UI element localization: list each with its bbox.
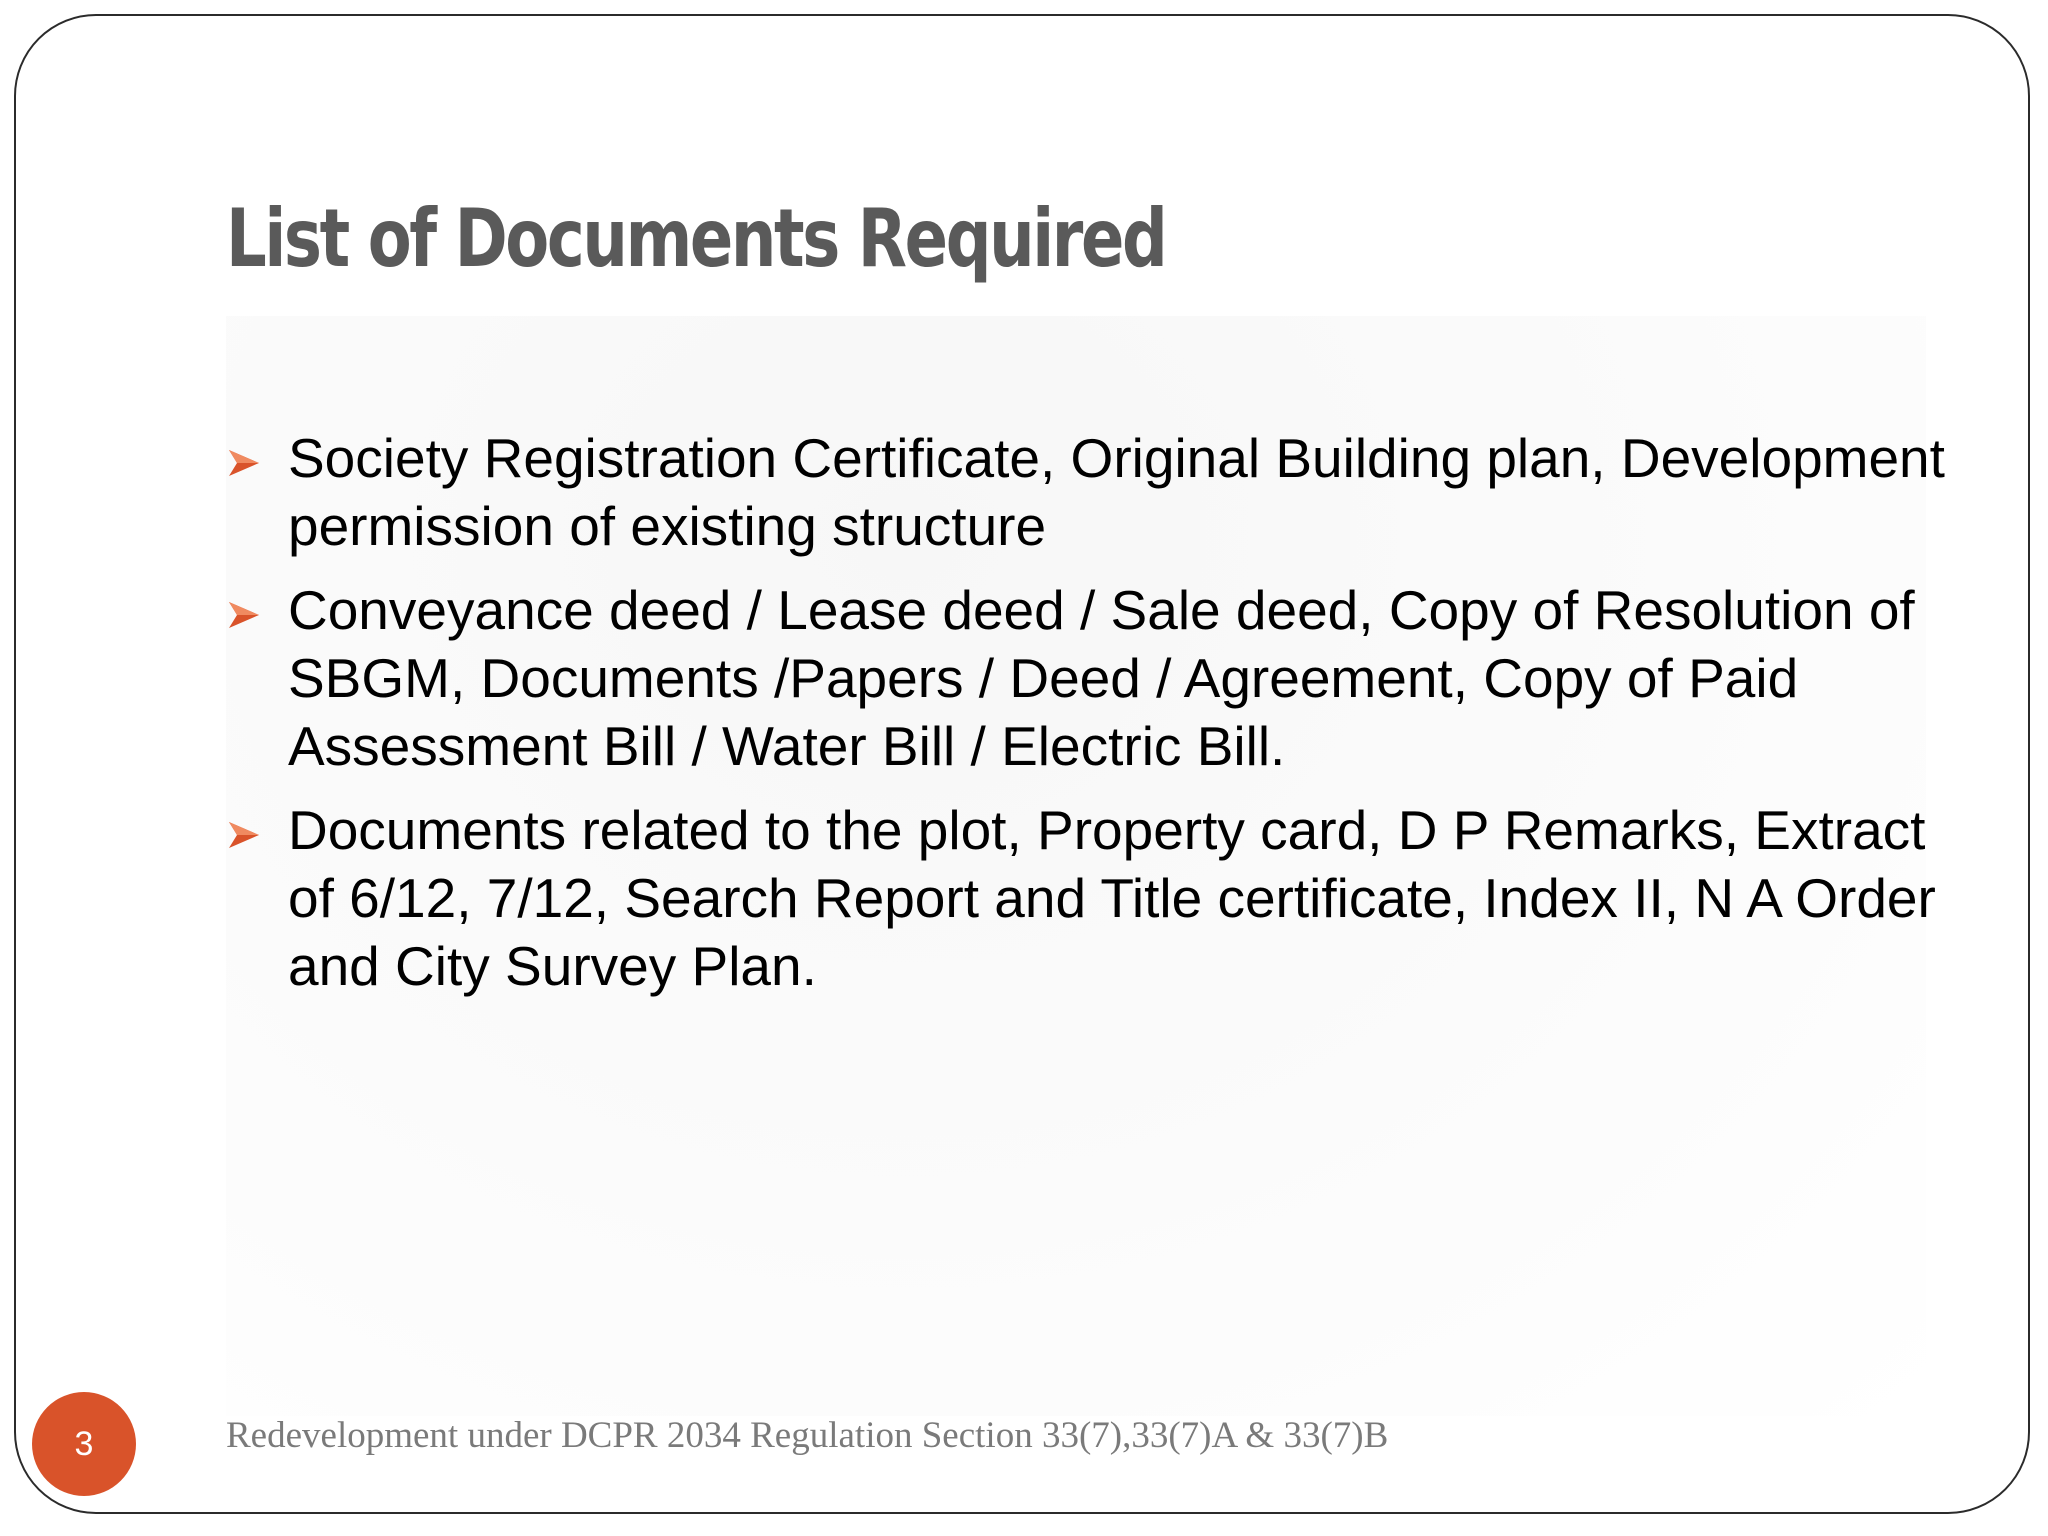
bullet-item	[226, 424, 1946, 560]
page-number: 3	[74, 1424, 94, 1463]
arrowhead-icon	[226, 445, 262, 481]
bullet-list	[226, 424, 1946, 1016]
bullet-item	[226, 796, 1946, 1000]
footer-text: Redevelopment under DCPR 2034 Regulation Section 33(7),33(7)A & 33(7)B	[226, 1415, 1389, 1456]
bullet-text: Society Registration Certificate, Original Building plan, Development permission of existing structure	[288, 427, 1945, 557]
bullet-item	[226, 576, 1946, 780]
slide-title: List of Documents Required	[226, 192, 1166, 285]
arrowhead-icon	[226, 597, 262, 633]
page-number-badge	[32, 1392, 136, 1496]
bullet-text: Conveyance deed / Lease deed / Sale deed, Copy of Resolution of SBGM, Documents /Papers / Deed / Agreement, Copy of Paid Assessment Bill / Water Bill / Electric Bill.	[288, 579, 1915, 777]
bullet-text: Documents related to the plot, Property card, D P Remarks, Extract of 6/12, 7/12, Search Report and Title certificate, Index II, N A Order and City Survey Plan.	[288, 799, 1936, 997]
arrowhead-icon	[226, 817, 262, 853]
